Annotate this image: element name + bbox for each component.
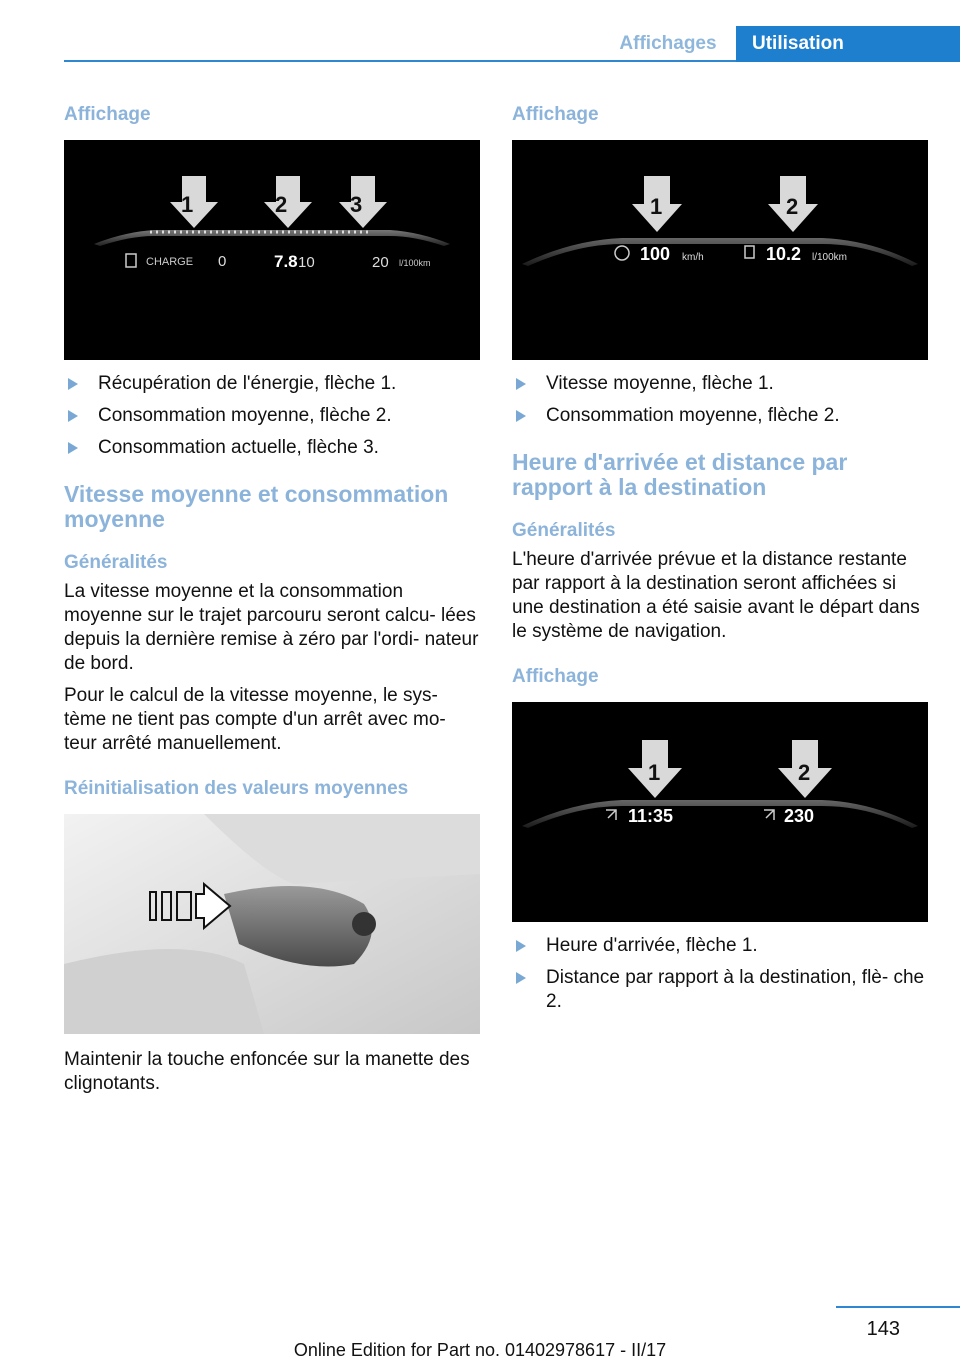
list-item: Heure d'arrivée, flèche 1. — [512, 934, 928, 958]
figure3-legend — [512, 934, 928, 1014]
tab-utilisation[interactable]: Utilisation — [736, 26, 960, 62]
speed-icon — [615, 246, 629, 260]
arrival-time: 11:35 — [628, 806, 674, 826]
general-paragraph-1: La vitesse moyenne et la consommation moyenne sur le trajet parcouru seront calcu- lées depuis la dernière remise à zéro par l'ordi- nateur de bord. — [64, 581, 479, 674]
right-column — [512, 100, 928, 1022]
arrow-label-2: 2 — [798, 760, 811, 785]
scale-mid: 10 — [298, 254, 315, 271]
display-heading: Affichage — [512, 104, 599, 125]
scale-max: 20 — [372, 254, 389, 271]
current-value: 7.8 — [274, 252, 298, 271]
general-paragraph: L'heure d'arrivée prévue et la distance restante par rapport à la destination seront affichées si une destination a été saisie avant le départ dans le système de navigation. — [512, 549, 920, 642]
speed-unit: km/h — [682, 252, 704, 263]
general-heading: Généralités — [512, 520, 616, 541]
triangle-bullet-icon — [516, 378, 526, 390]
reset-paragraph: Maintenir la touche enfoncée sur la manette des clignotants. — [64, 1049, 470, 1094]
list-item: Consommation actuelle, flèche 3. — [64, 436, 480, 460]
triangle-bullet-icon — [68, 410, 78, 422]
figure1-legend — [64, 372, 480, 460]
list-item: Récupération de l'énergie, flèche 1. — [64, 372, 480, 396]
consumption-display-figure — [64, 140, 480, 360]
left-column — [64, 100, 480, 1104]
page-number: 143 — [866, 1318, 900, 1340]
consumption-value: 10.2 — [766, 244, 802, 264]
triangle-bullet-icon — [516, 940, 526, 952]
arrow-label-3: 3 — [350, 192, 363, 217]
display-heading: Affichage — [64, 104, 151, 125]
figure2-legend — [512, 372, 928, 428]
speed-consumption-figure — [512, 140, 928, 360]
footer-rule — [836, 1306, 960, 1308]
edition-note: Online Edition for Part no. 01402978617 - II/17 — [293, 1340, 667, 1360]
list-item: Consommation moyenne, flèche 2. — [64, 404, 480, 428]
triangle-bullet-icon — [516, 972, 526, 984]
general-paragraph-2: Pour le calcul de la vitesse moyenne, le sys- tème ne tient pas compte d'un arrêt avec mo- teur arrêté manuellement. — [64, 685, 446, 754]
list-item: Vitesse moyenne, flèche 1. — [512, 372, 928, 396]
triangle-bullet-icon — [68, 442, 78, 454]
list-item: Distance par rapport à la destination, flè- che 2. — [512, 966, 928, 1014]
arrow-label-1: 1 — [648, 760, 661, 785]
distance-value: 230 — [784, 806, 815, 826]
charge-label: CHARGE — [146, 256, 194, 268]
flag-icon — [764, 810, 774, 820]
arrival-distance-figure — [512, 702, 928, 922]
section-title: Heure d'arrivée et distance par rapport à la destination — [512, 449, 848, 500]
turn-signal-lever-figure — [64, 814, 480, 1034]
list-item: Consommation moyenne, flèche 2. — [512, 404, 928, 428]
flag-icon — [606, 810, 616, 820]
unit-label: l/100km — [399, 258, 431, 268]
arrow-label-2: 2 — [275, 192, 288, 217]
display-heading-2: Affichage — [512, 666, 599, 687]
scale-min: 0 — [218, 253, 227, 270]
speed-value: 100 — [640, 244, 671, 264]
triangle-bullet-icon — [516, 410, 526, 422]
general-heading: Généralités — [64, 552, 168, 573]
arrow-label-1: 1 — [650, 194, 663, 219]
arrow-label-1: 1 — [181, 192, 194, 217]
triangle-bullet-icon — [68, 378, 78, 390]
arrow-label-2: 2 — [786, 194, 799, 219]
consumption-unit: l/100km — [812, 252, 848, 263]
reset-heading: Réinitialisation des valeurs moyennes — [64, 778, 409, 799]
tab-affichages[interactable]: Affichages — [619, 33, 717, 54]
fuel-icon — [745, 246, 754, 258]
section-title: Vitesse moyenne et consommation moyenne — [64, 481, 449, 532]
